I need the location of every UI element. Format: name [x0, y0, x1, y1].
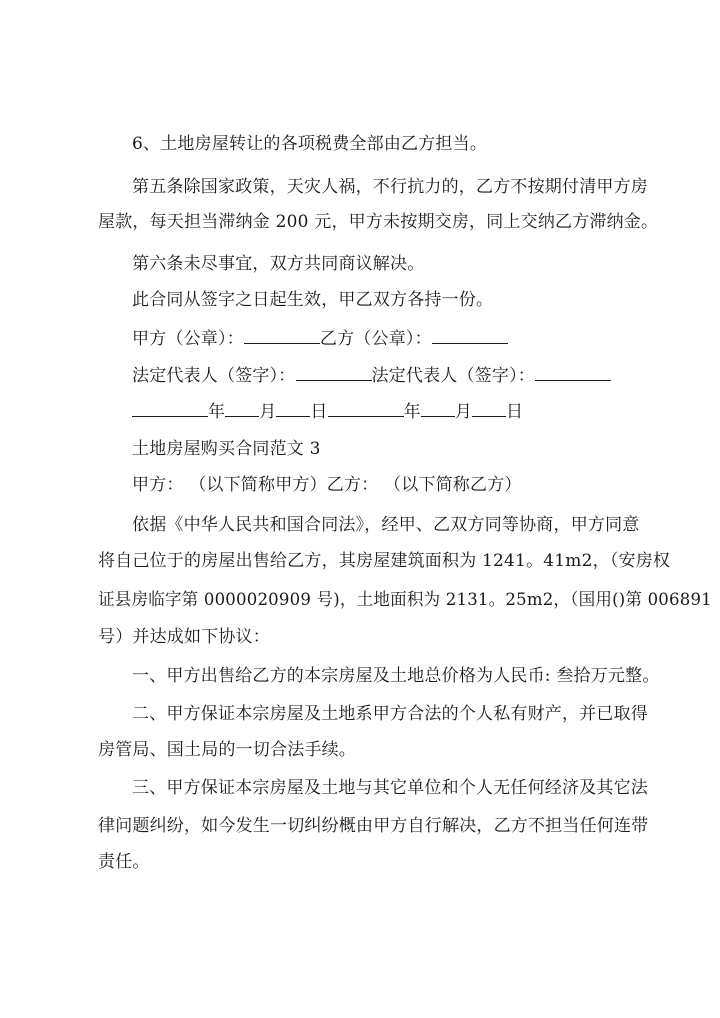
- day-label: 日: [310, 402, 328, 422]
- year-label: 年: [403, 402, 421, 422]
- party-b-seal-label: 乙方（公章）：: [319, 329, 432, 349]
- month-label: 月: [454, 402, 473, 422]
- body-line: 二、甲方保证本宗房屋及土地系甲方合法的个人私有财产，并已取得: [132, 704, 648, 724]
- date-blank: [132, 400, 208, 417]
- seal-line: [132, 327, 508, 350]
- clause-line: 第五条除国家政策，天灾人祸，不行抗力的，乙方不按期付清甲方房: [132, 177, 648, 197]
- body-line: 房管局、国土局的一切合法手续。: [98, 740, 356, 760]
- body-line: 责任。: [98, 852, 150, 872]
- clause-line: 屋款，每天担当滞纳金 200 元，甲方未按期交房，同上交纳乙方滞纳金。: [98, 212, 659, 232]
- date-blank: [225, 400, 259, 417]
- body-line: 一、甲方出售给乙方的本宗房屋及土地总价格为人民币: 叁拾万元整。: [132, 666, 660, 686]
- year-label: 年: [208, 402, 226, 422]
- clause-line: 此合同从签字之日起生效，甲乙双方各持一份。: [132, 290, 494, 310]
- party-b-rep-label: 法定代表人（签字）：: [371, 366, 535, 386]
- date-blank: [276, 400, 310, 417]
- date-blank: [421, 400, 455, 417]
- date-blank: [328, 400, 404, 417]
- party-a-seal-label: 甲方（公章）：: [132, 329, 244, 349]
- signature-blank: [296, 364, 372, 381]
- body-line: 依据《中华人民共和国合同法》，经甲、乙双方同等协商，甲方同意: [132, 515, 640, 535]
- parties-line: 甲方： （以下简称甲方）乙方： （以下简称乙方）: [132, 475, 522, 495]
- day-label: 日: [506, 402, 524, 422]
- body-line: 号）并达成如下协议：: [98, 627, 270, 647]
- clause-line: 第六条未尽事宜，双方共同商议解决。: [132, 254, 425, 274]
- body-line: 将自己位于的房屋出售给乙方，其房屋建筑面积为 1241。41m2，（安房权: [98, 551, 671, 571]
- date-line: [132, 400, 523, 423]
- signature-blank: [244, 327, 320, 344]
- section-title: 土地房屋购买合同范文 3: [132, 439, 321, 459]
- clause-line: 6、土地房屋转让的各项税费全部由乙方担当。: [132, 134, 488, 154]
- signature-blank: [432, 327, 508, 344]
- body-line: 律问题纠纷，如今发生一切纠纷概由甲方自行解决，乙方不担当任何连带: [98, 816, 649, 836]
- body-line: 三、甲方保证本宗房屋及土地与其它单位和个人无任何经济及其它法: [132, 778, 648, 798]
- body-line: 证县房临字第 0000020909 号)，土地面积为 2131。25m2，（国用()第 006891: [98, 590, 712, 610]
- representative-line: [132, 364, 611, 387]
- date-blank: [472, 400, 506, 417]
- month-label: 月: [259, 402, 277, 422]
- party-a-rep-label: 法定代表人（签字）：: [132, 366, 296, 386]
- signature-blank: [535, 364, 611, 381]
